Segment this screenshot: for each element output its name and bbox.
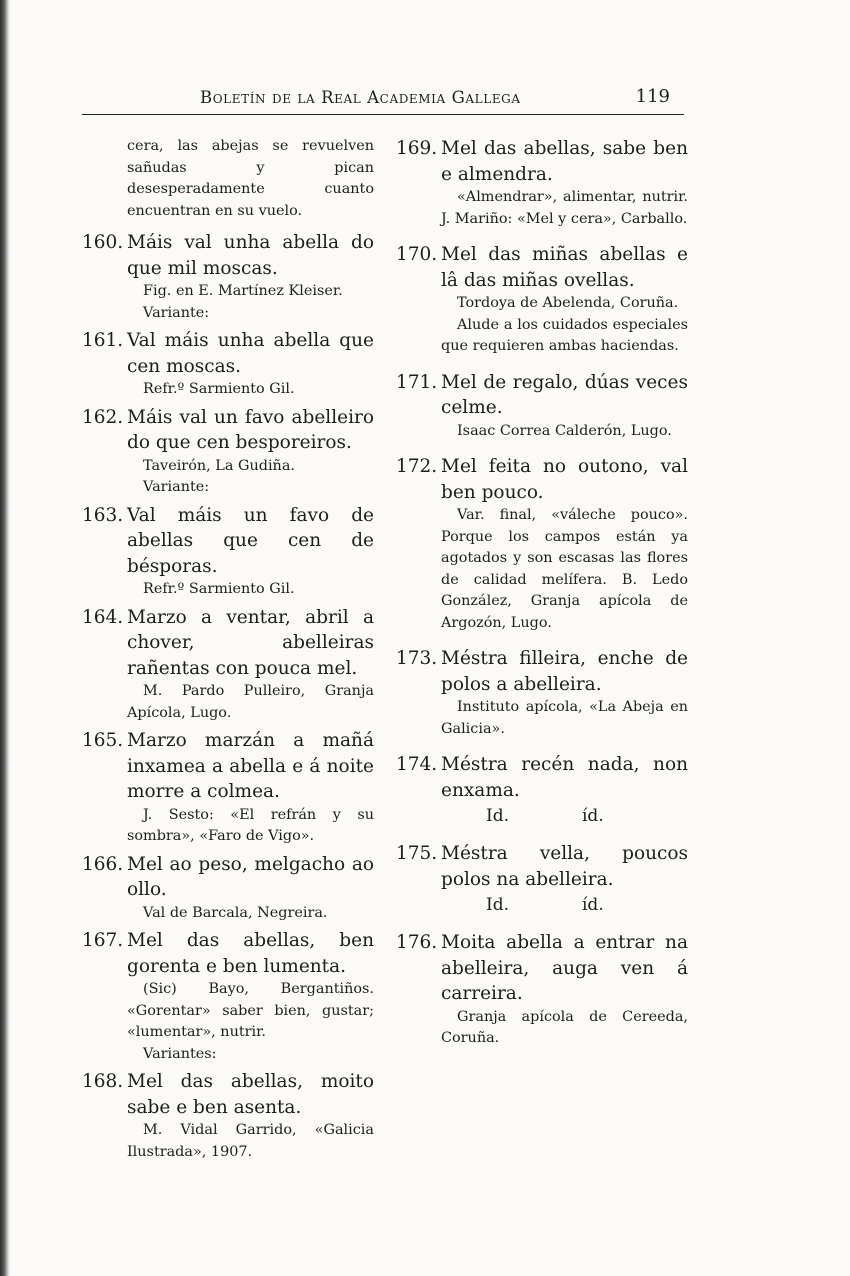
entry-164 [82,605,374,725]
entry-number: 166. [82,853,124,875]
source-note: Taveirón, La Gudiña. [143,457,295,474]
entry-number: 168. [82,1071,124,1092]
proverb-text: Méstra filleira, enche de polos a abelleira. [441,648,688,695]
entry-number: 173. [396,648,438,669]
entry-number: 169. [396,138,438,159]
entry-number: 165. [82,730,124,751]
source-note: Var. final, «váleche pouco». Porque los campos están ya agotados y son escasas las flores de calidad melífera. B. Ledo González, Granja apícola de Argozón, Lugo. [441,507,688,631]
entry-number: 170. [396,244,438,265]
entry-number: 175. [396,843,438,864]
entry-175 [396,841,688,918]
entry-165 [82,728,374,848]
entry-161 [82,328,374,401]
source-note: Refr.º Sarmiento Gil. [143,381,295,397]
idem-author: Id. [486,895,510,915]
variant-label: Variante: [143,304,210,321]
entry-171 [396,370,688,443]
entry-176 [396,930,688,1050]
entry-number: 161. [82,330,124,351]
proverb-text: Mel das abellas, moito sabe e ben asenta. [127,1071,374,1118]
entry-number: 164. [82,606,124,628]
source-note: «Almendrar», alimentar, nutrir. J. Mariño: «Mel y cera», Carballo. [441,189,688,227]
idem-place: íd. [582,895,604,915]
entry-170 [396,242,688,358]
source-note: J. Sesto: «El refrán y su sombra», «Faro de Vigo». [127,806,374,844]
proverb-text: Val máis un favo de abellas que cen de bésporas. [127,504,374,577]
source-note: Fig. en E. Martínez Kleiser. [143,283,343,299]
entry-163 [82,503,374,601]
source-note: M. Vidal Garrido, «Galicia Ilustrada», 1907. [127,1122,374,1160]
continuation-note: cera, las abejas se revuelven sañudas y pican desesperadamente cuanto encuentran en su vuelo. [127,138,374,219]
entry-number: 174. [396,754,438,775]
idem-reference [396,892,688,918]
entry-174 [396,752,688,829]
entry-162 [82,405,374,499]
source-note: Instituto apícola, «La Abeja en Galicia». [441,699,688,737]
entry-167 [82,928,374,1065]
source-note: M. Pardo Pulleiro, Granja Apícola, Lugo. [127,683,374,721]
idem-place: íd. [582,806,604,826]
variant-label: Variante: [143,479,210,495]
proverb-text: Val máis unha abella que cen moscas. [127,330,374,377]
entry-number: 172. [396,456,438,477]
proverb-text: Mel de regalo, dúas veces celme. [441,371,688,418]
entry-number: 162. [82,406,124,428]
comment-note: Alude a los cuidados especiales que requieren ambas haciendas. [441,316,688,354]
entry-number: 171. [396,371,438,393]
header-rule [82,114,684,115]
page-header [82,86,682,114]
source-note: Isaac Correa Calderón, Lugo. [457,422,672,439]
page-number: 119 [635,86,670,107]
proverb-text: Mel das abellas, ben gorenta e ben lumenta. [127,930,374,977]
running-title: Boletín de la Real Academia Gallega [200,88,521,107]
proverb-text: Mel feita no outono, val ben pouco. [441,456,688,503]
entry-168 [82,1069,374,1163]
page-binding-edge [0,0,10,1276]
proverb-text: Méstra recén nada, non enxama. [441,754,688,801]
source-note: (Sic) Bayo, Bergantiños. «Gorentar» saber bien, gustar; «lumentar», nutrir. [127,981,374,1040]
proverb-text: Máis val unha abella do que mil moscas. [127,232,374,279]
entry-number: 160. [82,232,124,253]
entry-number: 163. [82,504,124,526]
proverb-text: Mel ao peso, melgacho ao ollo. [127,853,374,900]
source-note: Refr.º Sarmiento Gil. [143,581,295,597]
proverb-text: Marzo a ventar, abril a chover, abelleiras rañentas con pouca mel. [127,606,374,679]
entry-172 [396,454,688,634]
entry-169 [396,136,688,230]
source-note: Val de Barcala, Negreira. [143,904,328,921]
entry-number: 176. [396,932,438,953]
proverb-text: Moita abella a entrar na abelleira, auga ven á carreira. [441,932,688,1004]
right-column [396,136,688,1050]
proverb-text: Marzo marzán a mañá inxamea a abella e á noite morre a colmea. [127,730,374,802]
source-note: Granja apícola de Cereeda, Coruña. [441,1008,688,1046]
proverb-text: Mel das miñas abellas e lâ das miñas ovellas. [441,244,688,291]
idem-reference [396,803,688,829]
proverb-text: Mel das abellas, sabe ben e almendra. [441,138,688,185]
left-column [82,136,374,1163]
source-note: Tordoya de Abelenda, Coruña. [457,295,679,311]
variant-label: Variantes: [143,1045,217,1062]
entry-number: 167. [82,930,124,951]
entry-166 [82,852,374,925]
entry-173 [396,646,688,740]
proverb-text: Máis val un favo abelleiro do que cen besporeiros. [127,406,374,453]
entry-160 [82,230,374,324]
idem-author: Id. [486,806,510,826]
proverb-text: Méstra vella, poucos polos na abelleira. [441,843,688,890]
